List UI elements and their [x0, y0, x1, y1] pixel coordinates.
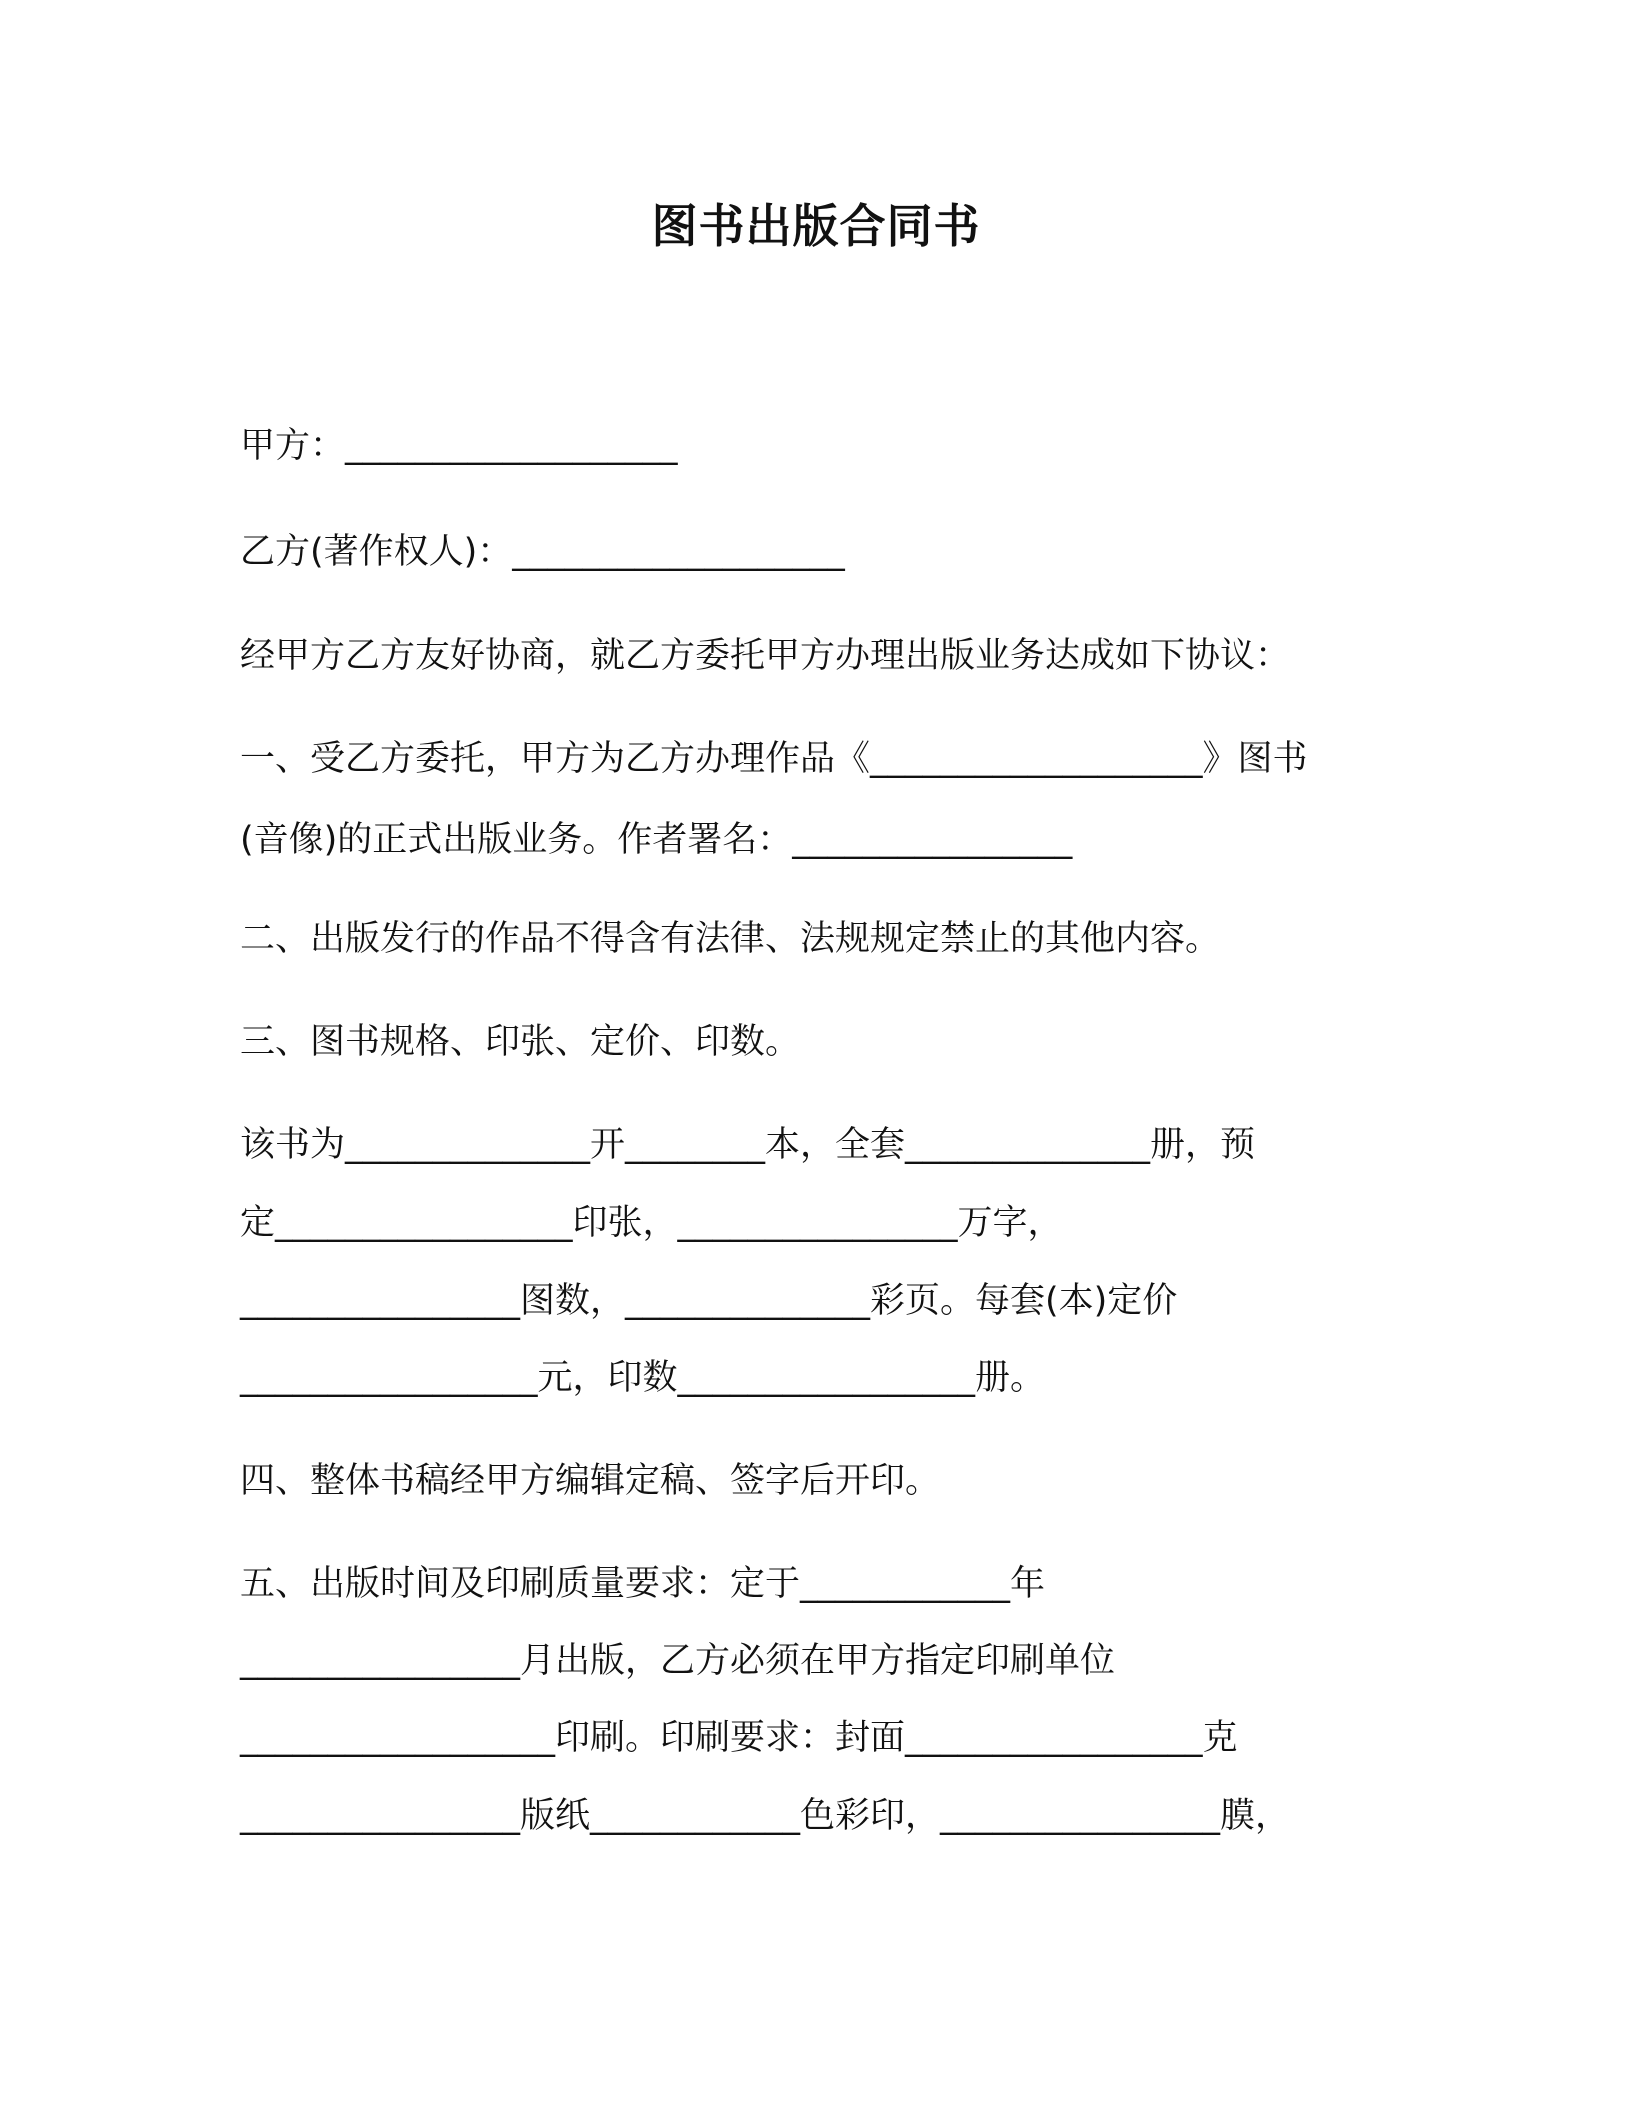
- clause-2-line: 二、出版发行的作品不得含有法律、法规规定禁止的其他内容。: [240, 919, 1221, 959]
- clause-5-line-4: ________________版纸____________色彩印，________________膜，: [240, 1796, 1291, 1836]
- party-b-line: 乙方(著作权人)：___________________: [240, 532, 845, 572]
- clause-1-line-2: (音像)的正式出版业务。作者署名：________________: [240, 820, 1073, 860]
- clause-5-line-2: ________________月出版，乙方必须在甲方指定印刷单位: [240, 1641, 1116, 1681]
- clause-3-line-3: ________________图数，______________彩页。每套(本)定价: [240, 1281, 1178, 1321]
- clause-3-heading: 三、图书规格、印张、定价、印数。: [240, 1022, 801, 1062]
- clause-5-line-1: 五、出版时间及印刷质量要求：定于____________年: [240, 1564, 1046, 1604]
- clause-3-line-2: 定_________________印张，________________万字，: [240, 1203, 1063, 1243]
- document-title: 图书出版合同书: [651, 199, 981, 253]
- clause-4-line: 四、整体书稿经甲方编辑定稿、签字后开印。: [240, 1461, 941, 1501]
- party-a-line: 甲方：___________________: [240, 426, 678, 466]
- preamble-line: 经甲方乙方友好协商，就乙方委托甲方办理出版业务达成如下协议：: [240, 636, 1291, 676]
- clause-3-line-1: 该书为______________开________本，全套______________册，预: [240, 1125, 1256, 1165]
- clause-3-line-4: _________________元，印数_________________册。: [240, 1358, 1046, 1398]
- clause-5-line-3: __________________印刷。印刷要求：封面_________________克: [240, 1718, 1238, 1758]
- clause-1-line-1: 一、受乙方委托，甲方为乙方办理作品《___________________》图书: [240, 739, 1308, 779]
